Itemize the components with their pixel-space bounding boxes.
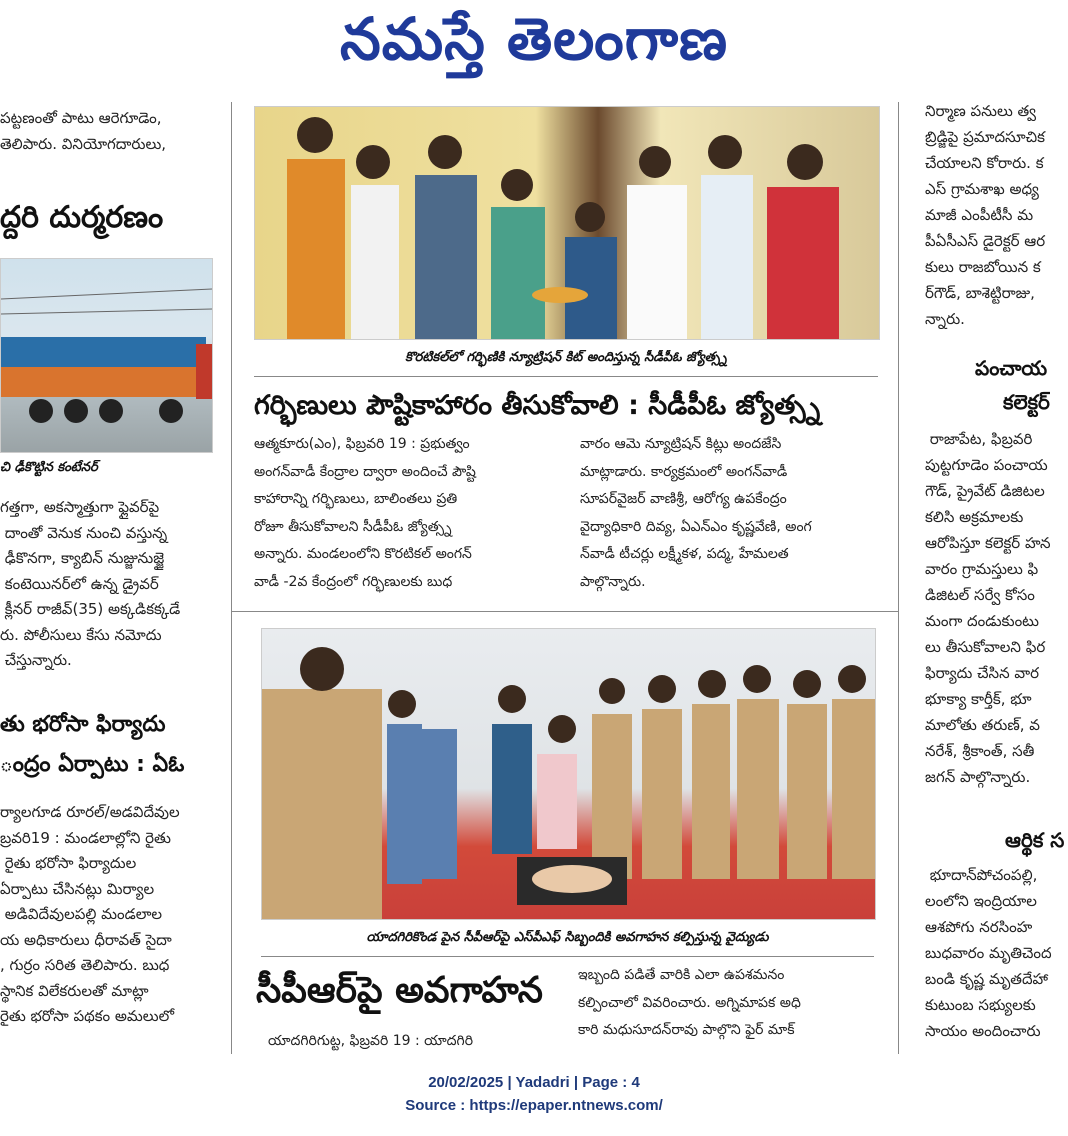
nutrition-article-col1: ఆత్మకూరు(ఎం), ఫిబ్రవరి 19 : ప్రభుత్వం అంగన్‌వాడీ కేంద్రాల ద్వారా అందించే పౌష్టి కాహారాన్ని గర్భిణులు, బాలింతలు ప్రతి రోజూ తీసుకోవాలని సీడీపీఓ జ్యోత్స్న అన్నారు. మండలంలోని కొరటికల్ అంగన్ వాడీ -2వ కేంద్రంలో గర్భిణులకు బుధ xyxy=(254,436,476,590)
cpr-training-illustration xyxy=(262,629,875,919)
left-top-text: పట్టణంతో పాటు ఆరెగూడెం, తెలిపారు. వినియోగదారులు, xyxy=(0,109,167,153)
left-headline-1: ద్దరి దుర్మరణం xyxy=(0,200,164,235)
right-headline-1a: పంచాయ xyxy=(975,356,1048,380)
nutrition-kit-photo xyxy=(254,106,880,340)
left-body-1: గత్తగా, అకస్మాత్తుగా ఫ్లైవర్‌పై దాంతో వెనుక నుంచి వస్తున్న ఢీకొనగా, క్యాబిన్ నుజ్జునుజ్జై కంటెయినర్‌లో ఉన్న డ్రైవర్ క్లీనర్ రాజీవ్(35) అక్కడికక్కడే రు. పోలీసులు కేసు నమోదు చేస్తున్నారు. xyxy=(0,498,181,669)
masthead xyxy=(0,0,1068,80)
left-headline-2a: తు భరోసా ఫిర్యాదు xyxy=(0,712,166,737)
column-divider-left xyxy=(231,102,232,1054)
right-top-text: నిర్మాణ పనులు త్వ బ్రిడ్జిపై ప్రమాదసూచిక చేయాలని కోరారు. క ఎస్ గ్రామశాఖ అధ్య మాజీ ఎంపీటీసీ మ పీఏసీఎస్ డైరెక్టర్ ఆర కులు రాజబోయిన క ర్‌గౌడ్, బాశెట్టిరాజు, న్నారు. xyxy=(925,102,1046,328)
nutrition-article-col2: వారం ఆమె న్యూట్రిషన్ కిట్లు అందజేసి మాట్లాడారు. కార్యక్రమంలో అంగన్‌వాడీ సూపర్‌వైజర్ వాణిశ్రీ, ఆరోగ్య ఉపకేంద్రం వైద్యాధికారి దివ్య, ఏఎన్ఎం కృష్ణవేణి, అంగ న్‌వాడీ టీచర్లు లక్ష్మీకళ, పద్మ, హేమలత పాల్గొన్నారు. xyxy=(580,436,812,590)
cpr-article-headline: సీపీఆర్‌పై అవగాహన xyxy=(256,970,543,1011)
column-divider-right xyxy=(898,102,899,1054)
right-headline-1b: కలెక్టర్‌ xyxy=(1003,390,1050,414)
group-of-women-illustration xyxy=(255,107,879,339)
article-divider xyxy=(232,611,898,612)
truck-photo-caption: చి ఢీకొట్టిన కంటేనర్ xyxy=(0,460,98,475)
nutrition-article-headline: గర్భిణులు పౌష్టికాహారం తీసుకోవాలి : సీడీపీఓ జ్యోత్స్న xyxy=(254,390,821,421)
nutrition-photo-caption: కొరటికల్‌లో గర్భిణికి న్యూట్రిషన్ కిట్ అందిస్తున్న సీడీపీఓ జ్యోత్స్న xyxy=(405,350,727,365)
caption-rule-2 xyxy=(261,956,874,957)
cpr-article-col2: ఇబ్బంది పడితే వారికి ఎలా ఉపశమనం కల్పించాలో వివరించారు. అగ్నిమాపక అధి కారి మధుసూదన్‌రావు పాల్గొని ఫైర్ మాక్ xyxy=(578,967,801,1038)
truck-photo xyxy=(0,258,213,453)
caption-rule-1 xyxy=(254,376,878,377)
cpr-photo-caption: యాదగిరికొండ పైన సీపీఆర్‌పై ఎస్‌పీఎఫ్ సిబ్బందికి అవగాహన కల్పిస్తున్న వైద్యుడు xyxy=(366,930,769,945)
cpr-article-col1: యాదగిరిగుట్ట, ఫిబ్రవరి 19 : యాదగిరి xyxy=(268,1033,473,1049)
truck-illustration xyxy=(1,259,212,452)
footer-source-link[interactable]: Source : https://epaper.ntnews.com/ xyxy=(405,1097,663,1114)
right-body-1: రాజాపేట, ఫిబ్రవరి పుట్టగూడెం పంచాయ గౌడ్, ప్రైవేట్ డిజిటల కలిసి అక్రమాలకు ఆరోపిస్తూ కలెక్టర్ హన వారం గ్రామస్తులు ఫి డిజిటల్ సర్వే కోసం మంగా దండుకుంటు లు తీసుకోవాలని ఫిర ఫిర్యాదు చేసిన వార భూక్యా కార్తీక్, భూ మాలోతు తరుణ్, వ నరేశ్, శ్రీకాంత్, సతీ జగన్ పాల్గొన్నారు. xyxy=(925,430,1051,786)
left-headline-2b: ంద్రం ఏర్పాటు : ఏఓ xyxy=(0,752,185,777)
right-headline-2: ఆర్థిక స xyxy=(1005,828,1065,852)
newspaper-title: నమస్తే తెలంగాణ xyxy=(340,5,728,73)
left-body-2: ర్యాలగూడ రూరల్/అడవిదేవుల బ్రవరి19 : మండలాల్లోని రైతు రైతు భరోసా ఫిర్యాదుల ఏర్పాటు చేసినట్లు మిర్యాల అడివిదేవులపల్లి మండలాల య అధికారులు ధీరావత్ సైదా , గుర్రం సరిత తెలిపారు. బుధ స్థానిక విలేకరులతో మాట్లా రైతు భరోసా పథకం అమలులో xyxy=(0,803,180,1025)
cpr-awareness-photo xyxy=(261,628,876,920)
right-body-2: భూదాన్‌పోచంపల్లి, లంలోని ఇంద్రియాల ఆశపోగు నరసింహ బుధవారం మృతిచెంద బండి కృష్ణ మృతదేహా కుటుంబ సభ్యులకు సాయం అందించారు xyxy=(925,866,1052,1040)
footer-date-page: 20/02/2025 | Yadadri | Page : 4 xyxy=(428,1074,640,1091)
